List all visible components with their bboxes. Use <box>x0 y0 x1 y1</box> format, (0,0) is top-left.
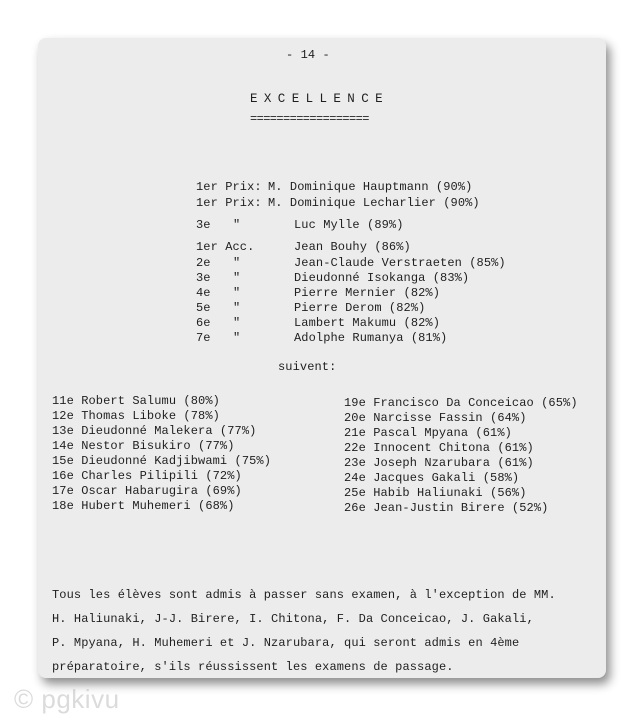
honor-name: M. Dominique Lecharlier (90%) <box>268 196 480 210</box>
ditto-mark: " <box>233 218 241 232</box>
honor-rank: 5e <box>196 301 211 315</box>
closing-paragraph-line: Tous les élèves sont admis à passer sans examen, à l'exception de MM. <box>52 588 556 602</box>
honor-rank: 7e <box>196 331 211 345</box>
list-item: 18e Hubert Muhemeri (68%) <box>52 499 235 513</box>
honor-name: Jean-Claude Verstraeten (85%) <box>294 256 506 270</box>
list-item: 12e Thomas Liboke (78%) <box>52 409 220 423</box>
ditto-mark: " <box>233 331 241 345</box>
closing-paragraph-line: P. Mpyana, H. Muhemeri et J. Nzarubara, qui seront admis en 4ème <box>52 636 520 650</box>
list-item: 24e Jacques Gakali (58%) <box>344 471 520 485</box>
honor-name: Dieudonné Isokanga (83%) <box>294 271 470 285</box>
title-underline: ================== <box>250 112 369 126</box>
list-item: 19e Francisco Da Conceicao (65%) <box>344 396 578 410</box>
list-item: 23e Joseph Nzarubara (61%) <box>344 456 534 470</box>
honor-name: Luc Mylle (89%) <box>294 218 404 232</box>
list-item: 11e Robert Salumu (80%) <box>52 394 220 408</box>
honor-rank: 1er Prix: <box>196 196 262 210</box>
closing-paragraph-line: préparatoire, s'ils réussissent les examens de passage. <box>52 660 454 674</box>
honor-name: Pierre Derom (82%) <box>294 301 426 315</box>
suivent-label: suivent: <box>278 360 337 374</box>
honor-name: Jean Bouhy (86%) <box>294 240 411 254</box>
list-item: 20e Narcisse Fassin (64%) <box>344 411 527 425</box>
list-item: 14e Nestor Bisukiro (77%) <box>52 439 235 453</box>
list-item: 17e Oscar Habarugira (69%) <box>52 484 242 498</box>
page-number: - 14 - <box>286 48 330 62</box>
honor-name: Lambert Makumu (82%) <box>294 316 441 330</box>
ditto-mark: " <box>233 316 241 330</box>
list-item: 26e Jean-Justin Birere (52%) <box>344 501 549 515</box>
ditto-mark: " <box>233 271 241 285</box>
honor-rank: 3e <box>196 271 211 285</box>
list-item: 22e Innocent Chitona (61%) <box>344 441 534 455</box>
document-page <box>38 38 606 678</box>
honor-rank: 1er Prix: <box>196 180 262 194</box>
list-item: 15e Dieudonné Kadjibwami (75%) <box>52 454 272 468</box>
list-item: 21e Pascal Mpyana (61%) <box>344 426 512 440</box>
honor-rank: 4e <box>196 286 211 300</box>
ditto-mark: " <box>233 301 241 315</box>
honor-rank: 1er Acc. <box>196 240 255 254</box>
honor-name: M. Dominique Hauptmann (90%) <box>268 180 473 194</box>
page-title: EXCELLENCE <box>250 92 390 106</box>
list-item: 16e Charles Pilipili (72%) <box>52 469 242 483</box>
honor-rank: 6e <box>196 316 211 330</box>
watermark: © pgkivu <box>14 684 120 714</box>
honor-rank: 3e <box>196 218 211 232</box>
ditto-mark: " <box>233 286 241 300</box>
list-item: 25e Habib Haliunaki (56%) <box>344 486 527 500</box>
closing-paragraph-line: H. Haliunaki, J-J. Birere, I. Chitona, F. Da Conceicao, J. Gakali, <box>52 612 534 626</box>
honor-name: Pierre Mernier (82%) <box>294 286 441 300</box>
ditto-mark: " <box>233 256 241 270</box>
honor-rank: 2e <box>196 256 211 270</box>
list-item: 13e Dieudonné Malekera (77%) <box>52 424 257 438</box>
honor-name: Adolphe Rumanya (81%) <box>294 331 448 345</box>
